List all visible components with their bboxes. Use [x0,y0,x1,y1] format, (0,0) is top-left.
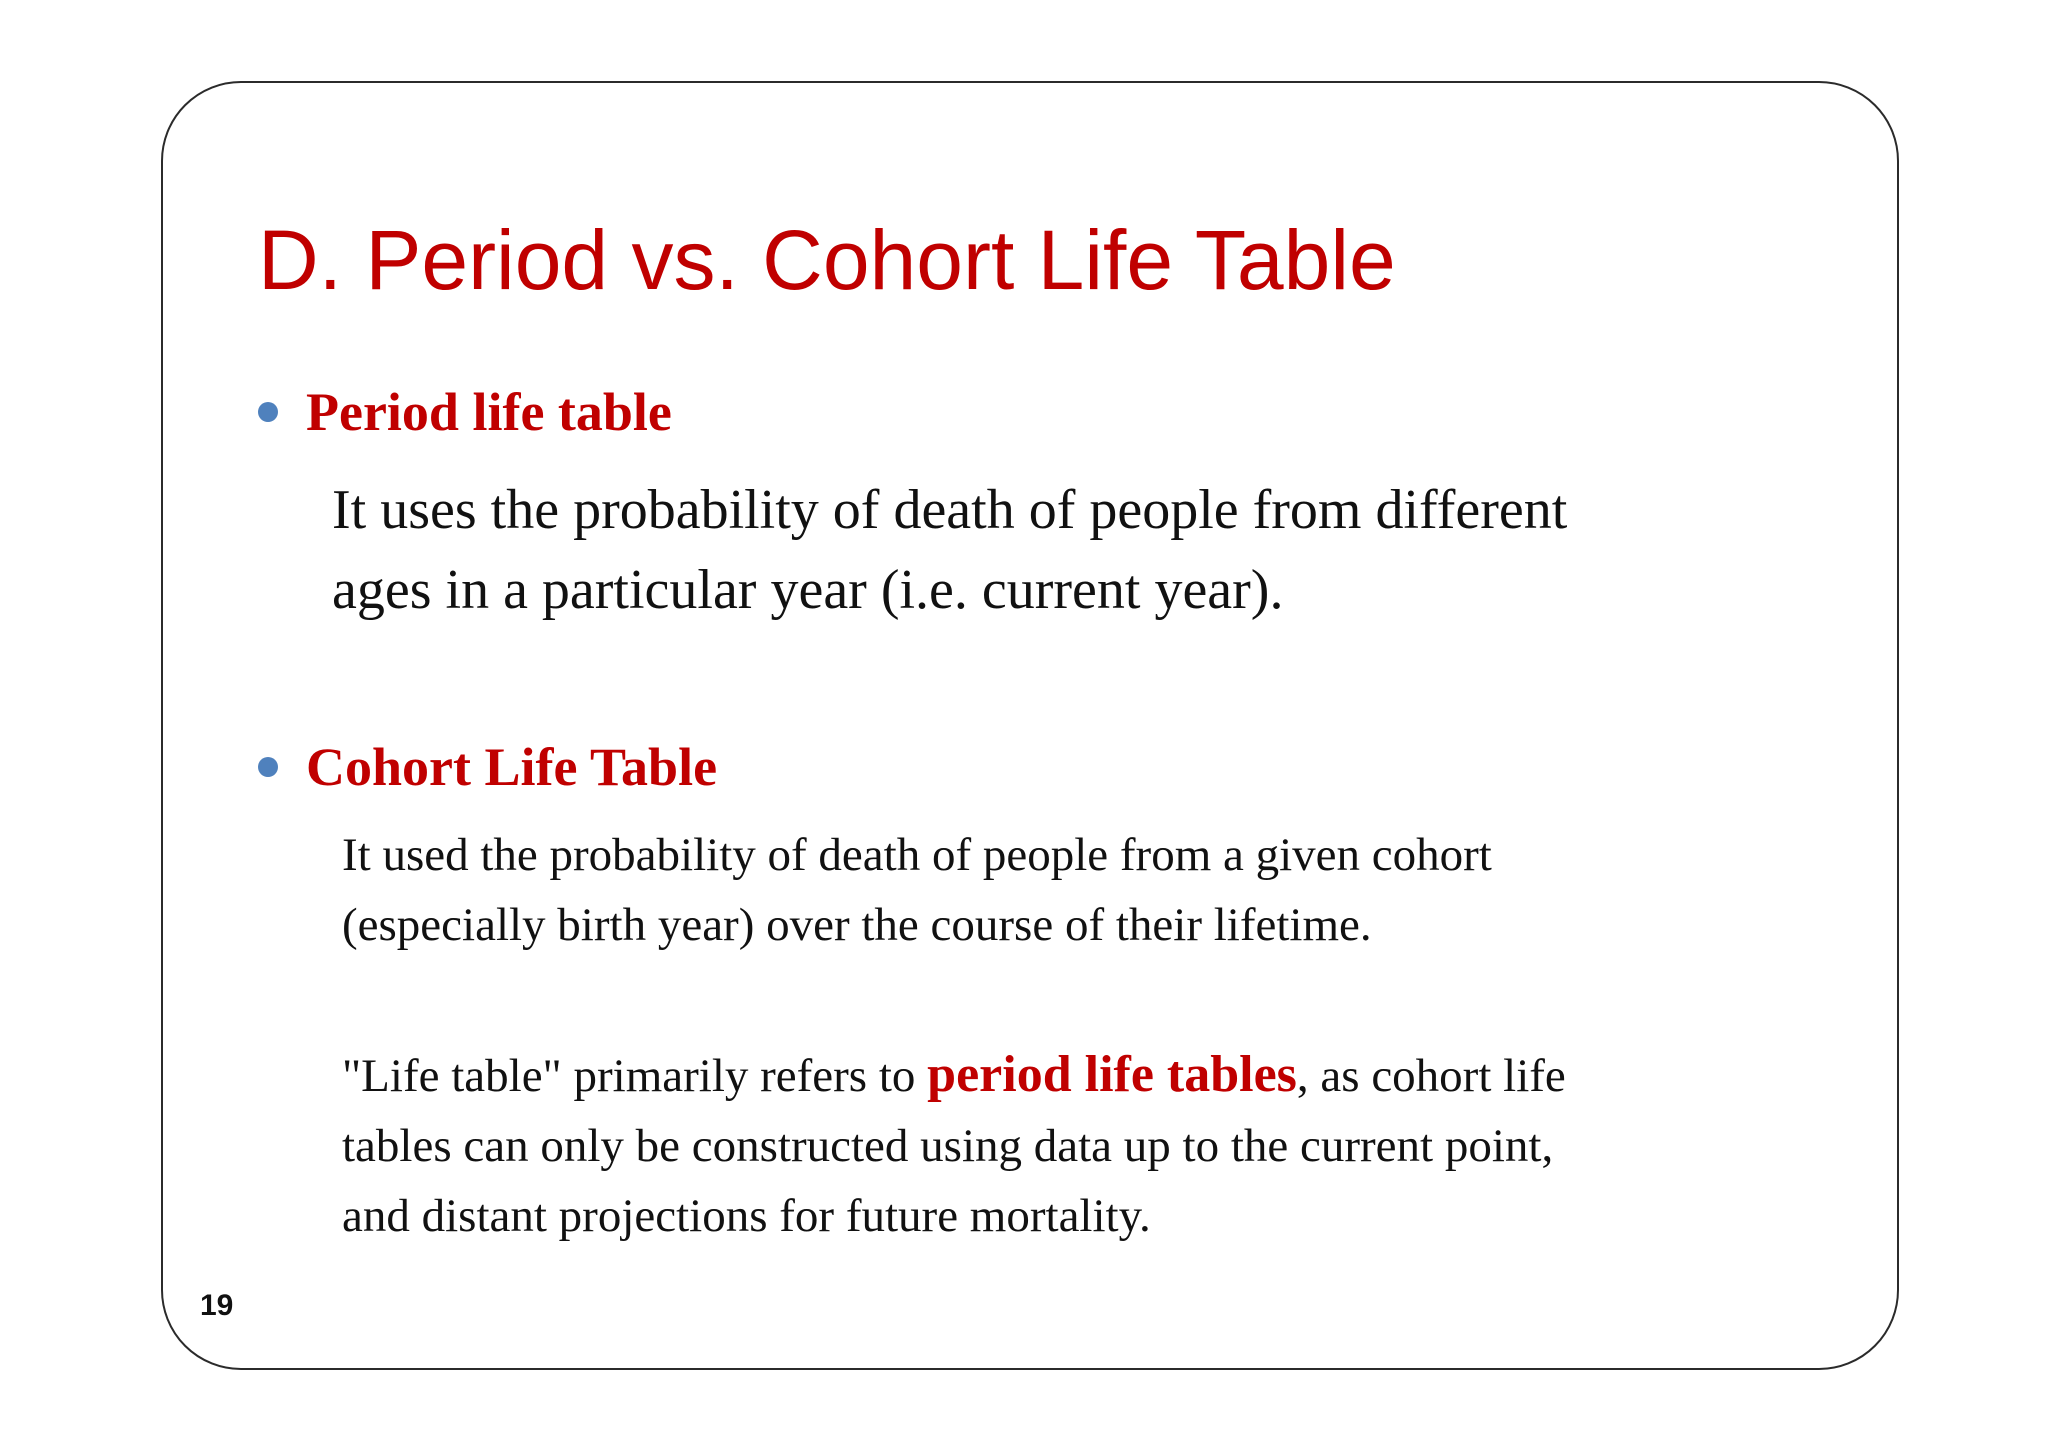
slide-title: D. Period vs. Cohort Life Table [258,213,1396,307]
page-number: 19 [200,1289,234,1322]
note-text: and distant projections for future mortality. [342,1190,1151,1242]
note-highlight: period life tables [927,1046,1297,1103]
note-text: "Life table" primarily refers to [342,1050,928,1102]
bullet-heading: Period life table [306,382,672,442]
bullet-cohort-life-table [258,735,717,799]
cohort-description-line: (especially birth year) over the course of their lifetime. [342,899,1372,951]
note-text: tables can only be constructed using data up to the current point, [342,1120,1554,1172]
period-description [332,470,1752,630]
cohort-description-line: It used the probability of death of people from a given cohort [342,829,1492,881]
bullet-dot-icon [258,402,278,422]
bullet-dot-icon [258,757,278,777]
period-description-line: ages in a particular year (i.e. current year). [332,559,1284,621]
bullet-period-life-table [258,380,672,444]
cohort-description [342,820,1762,960]
life-table-note [342,1040,1762,1251]
bullet-heading: Cohort Life Table [306,737,718,797]
period-description-line: It uses the probability of death of people from different [332,479,1568,541]
note-text: , as cohort life [1296,1050,1566,1102]
